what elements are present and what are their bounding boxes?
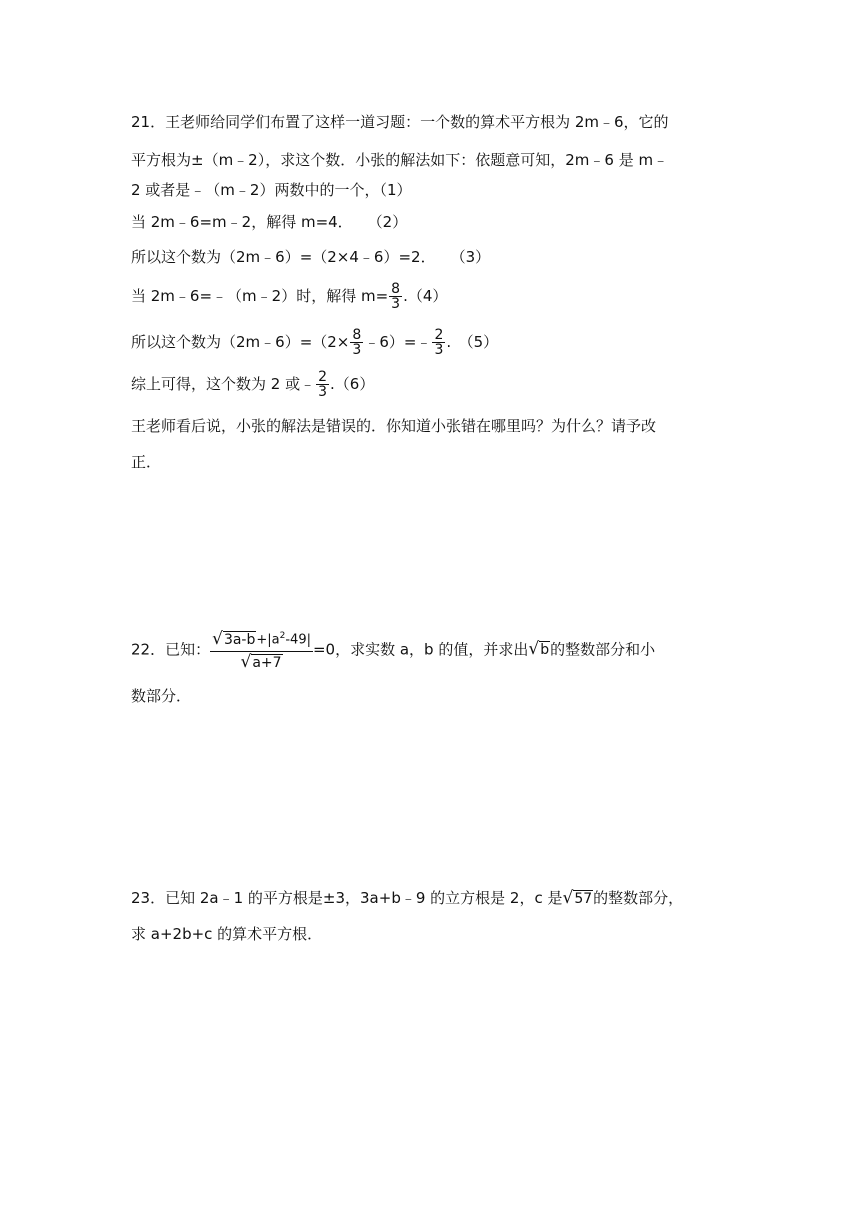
q21-line-2: 平方根为±（m﹣2），求这个数．小张的解法如下：依题意可知，2m﹣6 是 m﹣ xyxy=(131,151,669,169)
q21-line-8-tail: .（6） xyxy=(330,375,375,393)
q21-line-7-text: 所以这个数为（2m﹣6）=（2× xyxy=(131,333,350,351)
q21-line-9: 王老师看后说，小张的解法是错误的．你知道小张错在哪里吗？为什么？请予改 xyxy=(131,417,657,435)
fraction-denominator: 3 xyxy=(434,342,444,358)
q22-line-1 xyxy=(131,626,655,674)
fraction-numerator: 8 xyxy=(391,281,401,297)
q21-line-5: 所以这个数为（2m﹣6）=（2×4﹣6）=2． （3） xyxy=(131,248,491,266)
q21-line-7 xyxy=(131,328,498,357)
fraction-denominator: 3 xyxy=(318,384,328,400)
q23-line-2: 求 a+2b+c 的算术平方根． xyxy=(131,925,323,943)
sqrt-57: √57 xyxy=(562,888,593,908)
q22-tail: 的整数部分和小 xyxy=(550,640,656,659)
fraction-numerator: 8 xyxy=(352,327,362,343)
q21-line-1: 21．王老师给同学们布置了这样一道习题：一个数的算术平方根为 2m﹣6，它的 xyxy=(131,113,669,131)
q21-line-6-tail: .（4） xyxy=(403,287,448,305)
q21-line-7-mid: ﹣6）=﹣ xyxy=(364,333,432,351)
fraction-8-3 xyxy=(389,282,402,311)
q21-line-7-tail: . （5） xyxy=(446,333,499,351)
fraction-8-3 xyxy=(350,328,363,357)
fraction-numerator: 2 xyxy=(434,327,444,343)
q22-fraction xyxy=(210,626,313,674)
q23-tail: 的整数部分， xyxy=(593,889,684,907)
fraction-denominator: 3 xyxy=(391,296,401,312)
q21-line-8 xyxy=(131,370,374,399)
q21-line-3: 2 或者是﹣（m﹣2）两数中的一个，（1） xyxy=(131,181,412,199)
fraction-2-3 xyxy=(316,370,329,399)
sqrt-a-plus-7: √a+7 xyxy=(240,651,282,672)
q21-line-4: 当 2m﹣6=m﹣2，解得 m=4． （2） xyxy=(131,213,408,231)
q22-prefix: 22．已知： xyxy=(131,640,211,659)
q23-line-1 xyxy=(131,888,683,909)
fraction-2-3 xyxy=(432,328,445,357)
q22-mid: =0，求实数 a，b 的值，并求出 xyxy=(312,640,529,659)
q21-line-6 xyxy=(131,282,447,311)
q22-line-2: 数部分． xyxy=(131,687,192,705)
q21-line-6-text: 当 2m﹣6=﹣（m﹣2）时，解得 m= xyxy=(131,287,389,305)
q22-fraction-numerator: $√3a-b+|a^2-49|$ xyxy=(210,626,313,652)
q23-prefix: 23．已知 2a﹣1 的平方根是±3，3a+b﹣9 的立方根是 2，c 是 xyxy=(131,889,563,907)
q21-line-8-text: 综上可得，这个数为 2 或﹣ xyxy=(131,375,316,393)
sqrt-3a-b: √3a-b xyxy=(212,628,256,649)
fraction-denominator: 3 xyxy=(352,342,362,358)
q22-fraction-denominator xyxy=(210,652,313,674)
fraction-numerator: 2 xyxy=(318,369,328,385)
sqrt-b: √b xyxy=(528,639,550,660)
q21-line-10: 正． xyxy=(131,453,162,471)
